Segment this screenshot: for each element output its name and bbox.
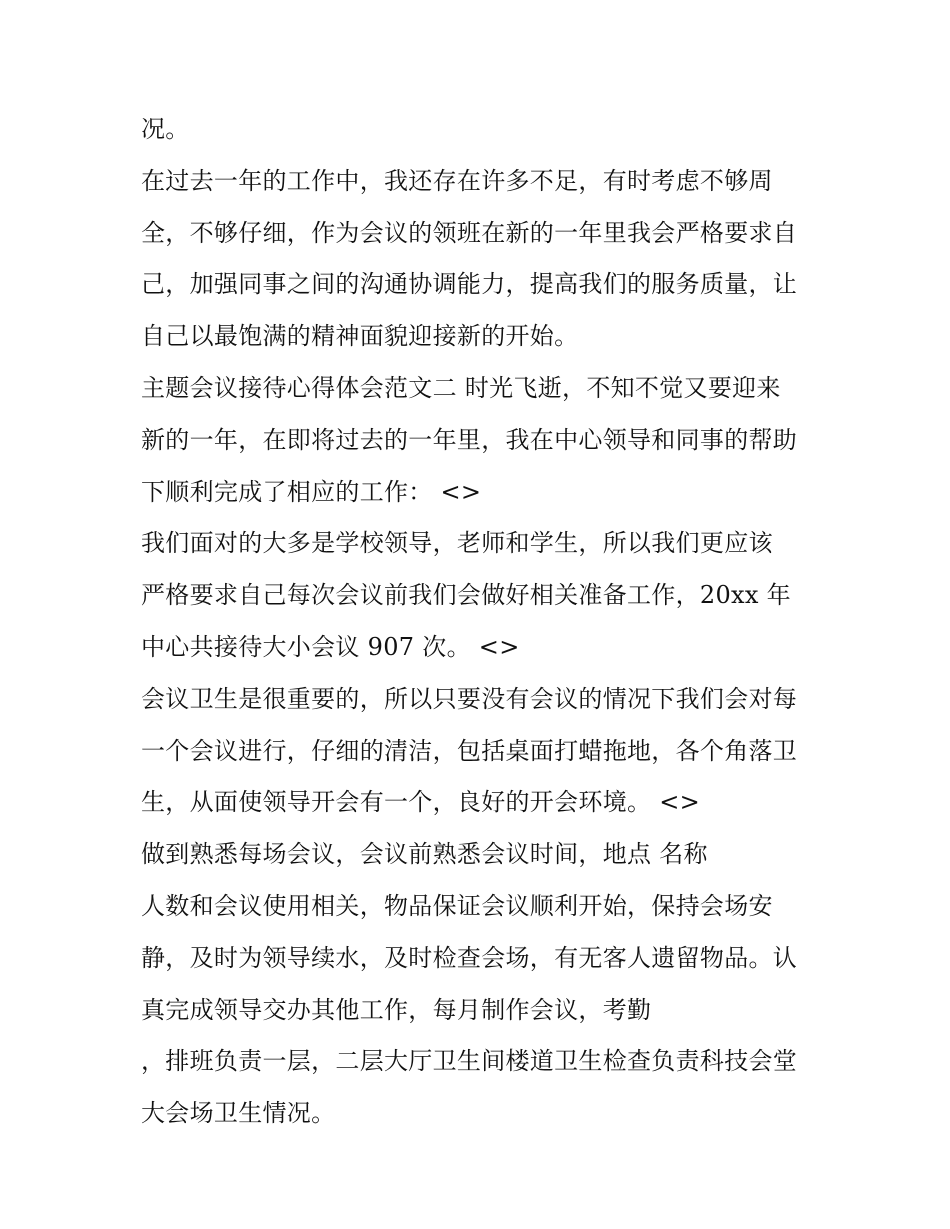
text-line: 中心共接待大小会议 907 次。 <>: [141, 632, 520, 661]
text-line: 况。: [141, 115, 190, 143]
text-line: 自己以最饱满的精神面貌迎接新的开始。: [141, 322, 579, 351]
text-line: 做到熟悉每场会议，会议前熟悉会议时间，地点 名称: [141, 840, 708, 869]
text-line: 一个会议进行，仔细的清洁，包括桌面打蜡拖地，各个角落卫: [141, 736, 798, 765]
text-line: ，排班负责一层，二层大厅卫生间楼道卫生检查负责科技会堂: [141, 1047, 798, 1076]
text-line: 人数和会议使用相关，物品保证会议顺利开始，保持会场安: [141, 891, 773, 920]
text-line: 全，不够仔细，作为会议的领班在新的一年里我会严格要求自: [141, 218, 798, 247]
text-line: 会议卫生是很重要的，所以只要没有会议的情况下我们会对每: [141, 684, 798, 713]
text-line: 我们面对的大多是学校领导，老师和学生，所以我们更应该: [141, 529, 773, 558]
text-line: 新的一年，在即将过去的一年里，我在中心领导和同事的帮助: [141, 425, 798, 454]
text-line: 静，及时为领导续水，及时检查会场，有无客人遗留物品。认: [141, 943, 798, 972]
text-line: 生，从面使领导开会有一个，良好的开会环境。 <>: [141, 788, 701, 817]
text-line: 主题会议接待心得体会范文二 时光飞逝，不知不觉又要迎来: [141, 373, 781, 402]
text-line: 下顺利完成了相应的工作： <>: [141, 477, 482, 506]
text-line: 大会场卫生情况。: [141, 1099, 336, 1128]
text-line: 在过去一年的工作中，我还存在许多不足，有时考虑不够周: [141, 166, 773, 195]
text-line: 严格要求自己每次会议前我们会做好相关准备工作，20xx 年: [141, 581, 791, 610]
text-line: 真完成领导交办其他工作，每月制作会议，考勤: [141, 995, 652, 1024]
document-body: [141, 104, 821, 1140]
text-line: 己，加强同事之间的沟通协调能力，提高我们的服务质量，让: [141, 270, 798, 299]
